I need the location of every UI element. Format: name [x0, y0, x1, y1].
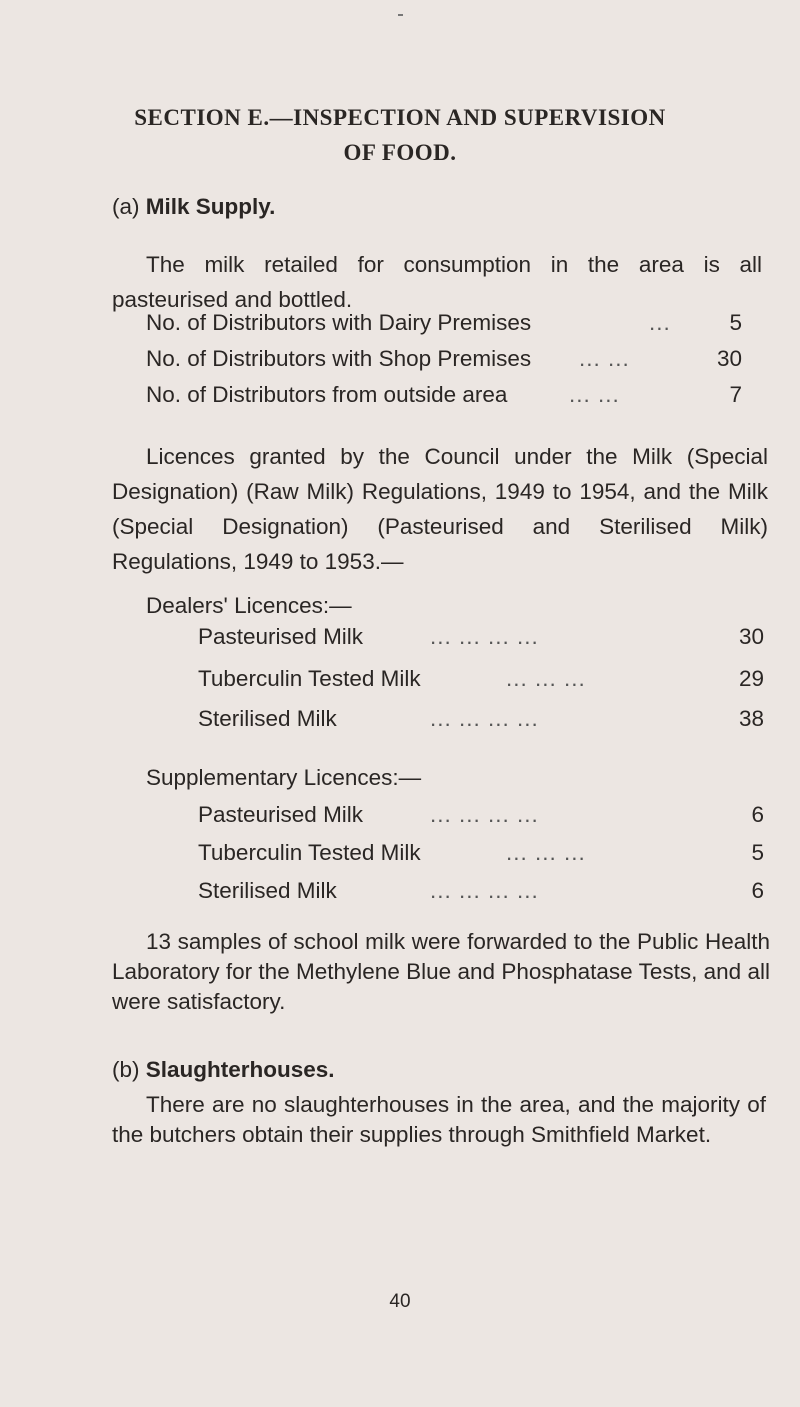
- distributor-label: No. of Distributors from outside area: [146, 382, 508, 407]
- leader-dots: ... ... ... ...: [430, 706, 539, 731]
- supplementary-licences-label: Supplementary Licences:—: [146, 765, 422, 790]
- distributor-label: No. of Distributors with Shop Premises: [146, 346, 532, 371]
- section-heading-line-2: OF FOOD.: [343, 140, 457, 165]
- distributor-row: [146, 346, 742, 376]
- licence-label: Tuberculin Tested Milk: [198, 840, 421, 865]
- leader-dots: ... ... ...: [506, 666, 586, 691]
- milk-supply-marker: (a): [112, 194, 140, 219]
- distributor-row: [146, 382, 742, 412]
- distributor-value: 7: [729, 382, 742, 407]
- supplementary-licence-row: [198, 802, 764, 832]
- licence-value: 29: [738, 666, 764, 691]
- licence-label: Sterilised Milk: [198, 878, 337, 903]
- leader-dots: ... ...: [569, 382, 620, 407]
- slaughterhouses-paragraph: There are no slaughterhouses in the area, and the majority of the butchers obtain their supplies through Smithfield Market.: [112, 1092, 766, 1147]
- licence-label: Tuberculin Tested Milk: [198, 666, 421, 691]
- leader-dots: ... ...: [579, 346, 630, 371]
- dealers-licence-row: [198, 666, 764, 696]
- distributor-row: [146, 310, 742, 340]
- milk-supply-subheading: [112, 194, 275, 220]
- supplementary-licence-row: [198, 840, 764, 870]
- distributor-value: 5: [729, 310, 742, 335]
- slaughterhouses-subheading: [112, 1057, 335, 1083]
- milk-intro-paragraph: The milk retailed for consumption in the area is all pasteurised and bottled.: [112, 252, 762, 312]
- milk-supply-title: Milk Supply.: [145, 194, 276, 219]
- licence-label: Pasteurised Milk: [198, 802, 364, 827]
- page-number: 40: [389, 1291, 411, 1312]
- leader-dots: ... ... ... ...: [430, 802, 539, 827]
- dealers-licence-row: [198, 706, 764, 736]
- licence-value: 6: [751, 802, 764, 827]
- licence-value: 5: [751, 840, 764, 865]
- licence-value: 30: [738, 624, 764, 649]
- distributor-label: No. of Distributors with Dairy Premises: [146, 310, 532, 335]
- slaughterhouses-title: Slaughterhouses.: [145, 1057, 335, 1082]
- leader-dots: ... ... ... ...: [430, 878, 539, 903]
- distributor-value: 30: [716, 346, 742, 371]
- section-heading-line-1: SECTION E.—INSPECTION AND SUPERVISION: [134, 105, 666, 130]
- leader-dots: ... ... ...: [506, 840, 586, 865]
- dealers-licences-label: Dealers' Licences:—: [146, 593, 352, 618]
- slaughterhouses-marker: (b): [112, 1057, 140, 1082]
- licence-value: 38: [738, 706, 764, 731]
- licence-label: Sterilised Milk: [198, 706, 337, 731]
- dealers-licence-row: [198, 624, 764, 654]
- licences-paragraph: Licences granted by the Council under the Milk (Special Designation) (Raw Milk) Regulations, 1949 to 1954, and the Milk (Special Designation) (Pasteurised and Sterilised Milk) Regulations, 1949 to 1953.—: [112, 444, 768, 574]
- licence-value: 6: [751, 878, 764, 903]
- leader-dots: ... ... ... ...: [430, 624, 539, 649]
- samples-paragraph: 13 samples of school milk were forwarded to the Public Health Laboratory for the Methylene Blue and Phosphatase Tests, and all were satisfactory.: [112, 929, 770, 1014]
- supplementary-licence-row: [198, 878, 764, 908]
- licence-label: Pasteurised Milk: [198, 624, 364, 649]
- leader-dots: ...: [649, 310, 671, 335]
- print-speck: [398, 14, 403, 16]
